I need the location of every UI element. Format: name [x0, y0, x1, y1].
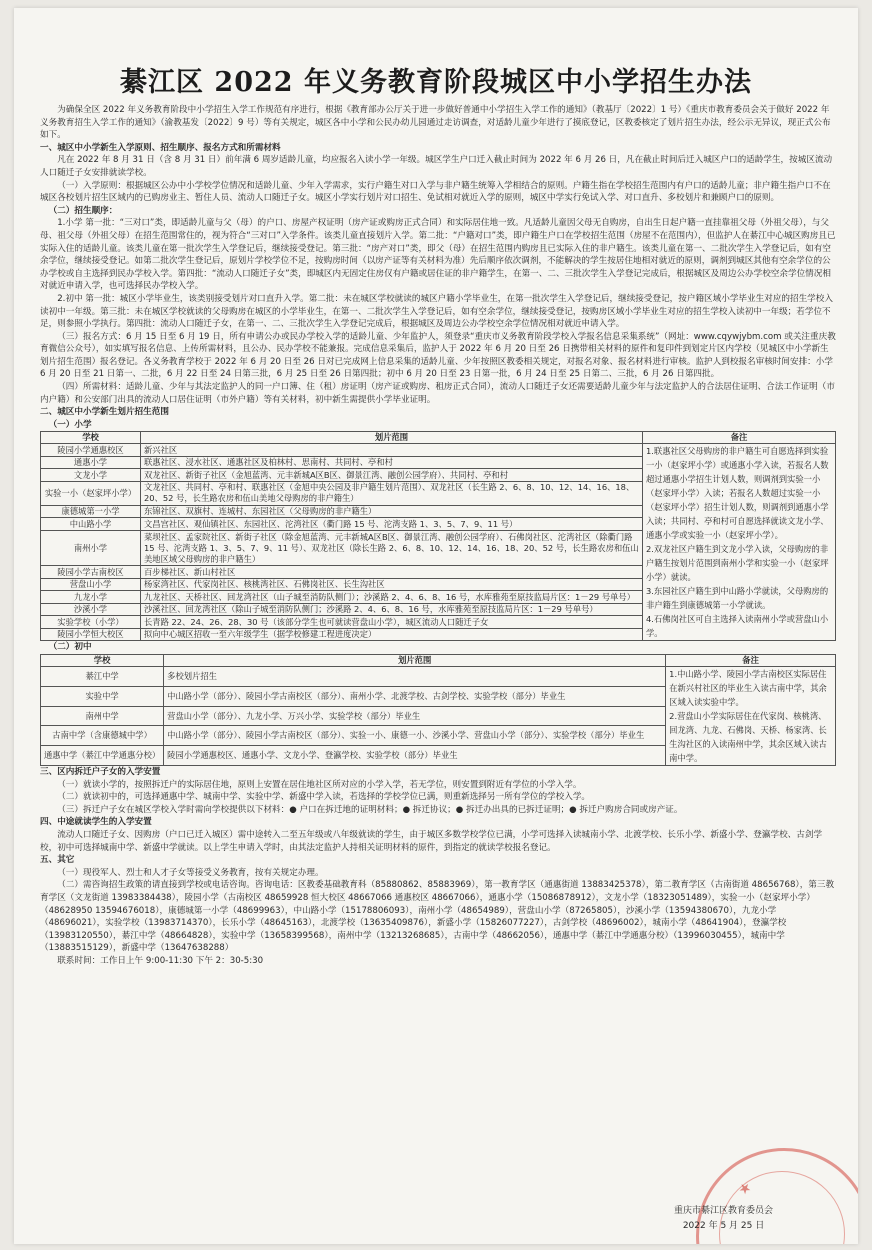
school-name-cell: 通惠中学（綦江中学通惠分校）: [41, 746, 164, 766]
primary-order-paragraph: 1.小学 第一批：“三对口”类，即适龄儿童与父（母）的户口、房屋产权证明（房产证或购房正式合同）和实际居住地一致。凡适龄儿童因父母无自购房，自出生日起户籍一直挂靠祖父母（外祖父母），与父母、祖父母（外祖父母）在招生范围常住的，视为符合“三对口”入学条件。该类儿童直接划片入学。第二批：“户籍对口”类，即户籍生户口在学校招生范围（房屋不在范围内），但监护人在綦江中心城区购房且已实际入住的适龄儿童。该类儿童在第一批次学生入学登记后，继续接受登记。第三批：“房产对口”类，即父（母）在招生范围内购房且已实际入住的非户籍生。该类儿童在第一、二批次学生入学登记后，如有空余学位，继续接受登记。如第二批次学生登记后，原划片学校学位不足，按购房时间（以房产证等有关材料为准）先后顺序依次调剂，不能解决的学生按居住地相对就近的原则，调剂到城区其他有空余学位的公办学校或自主选择到民办学校入学。第四批：“流动人口随迁子女”类，即城区内无固定住房仅有户籍或居住证的非户籍学生，在第一、二、三批次学生入学登记完成后，根据城区及周边公办学校空余学位情况相对就近申请入学，也可选择民办学校入学。: [40, 218, 836, 292]
zoning-range-cell: 多校划片招生: [164, 667, 666, 687]
relocation-item-3: （三）拆迁户子女在城区学校入学时需向学校提供以下材料：● 户口在拆迁地的证明材料；● 拆迁协议；● 拆迁办出具的已拆迁证明；● 拆迁户购房合同或房产证。: [57, 804, 683, 815]
admission-principle: （一）入学原则：根据城区公办中小学校学位情况和适龄儿童、少年入学需求，实行户籍生对口入学与非户籍生统筹入学相结合的原则。户籍生指在学校招生范围内有户口的适龄儿童；非户籍生指户口不在城区各校划片招生区域内的已购房业主、暂住人员、流动人口随迁子女。城区小学实行划片对口招生、免试相对就近入学的原则，城区中学实行免试入学、对口直升、多校划片和兼顾户口的原则。: [40, 180, 831, 204]
enrollment-order-heading: （二）招生顺序：: [48, 205, 118, 216]
school-name-cell: 营盘山小学: [41, 578, 141, 591]
section-5-heading: 五、其它: [40, 855, 75, 866]
zoning-range-cell: 长青路 22、24、26、28、30 号（该部分学生也可就读营盘山小学），城区流动人口随迁子女: [141, 616, 643, 629]
table-row: [41, 667, 836, 687]
school-name-cell: 中山路小学: [41, 518, 141, 531]
primary-notes-cell: [643, 444, 836, 641]
school-name-cell: 南州小学: [41, 530, 141, 565]
relocation-item-2: （二）就读初中的，可选择通惠中学、城南中学、实验中学、新盛中学入读，若选择的学校学位已满，则重新选择另一所有学位的学校入学。: [57, 792, 591, 803]
note-item: 4.石佛岗社区可自主选择入读南州小学或营盘山小学。: [646, 614, 829, 639]
column-header-school: 学校: [41, 655, 164, 667]
school-name-cell: 南州中学: [41, 706, 164, 726]
column-header-note: 备注: [643, 432, 836, 444]
table-row: [41, 444, 836, 457]
zoning-range-cell: 营盘山小学（部分）、九龙小学、万兴小学、实验学校（部分）毕业生: [164, 706, 666, 726]
required-materials-paragraph: （四）所需材料：适龄儿童、少年与其法定监护人的同一户口簿、住（租）房证明（房产证或购房、租房正式合同），流动人口随迁子女还需要适龄儿童少年与法定监护人的合法居住证明、合法工作证明（市内户籍）和公安部门出具的流动人口居住证明（市外户籍）等有关材料，初中新生需提供小学毕业证明。: [40, 382, 835, 405]
primary-table-label: （一）小学: [48, 419, 92, 430]
zoning-range-cell: 拟向中心城区招收一至六年级学生（据学校修建工程进度决定）: [141, 628, 643, 641]
middle-notes-cell: [666, 667, 836, 766]
middle-table-label: （二）初中: [48, 642, 92, 653]
school-name-cell: 綦江中学: [41, 667, 164, 687]
primary-school-zoning-table: [40, 431, 836, 641]
relocation-item-1: （一）就读小学的，按照拆迁户的实际居住地，原则上安置在居住地社区所对应的小学入学，若无学位，则安置到附近有学位的小学入学。: [57, 779, 582, 790]
issuer-name: 重庆市綦江区教育委员会: [674, 1206, 774, 1216]
section-1-heading: 一、城区中小学新生入学原则、招生顺序、报名方式和所需材料: [40, 142, 281, 153]
zoning-range-cell: 杨家湾社区、代家岗社区、核桃湾社区、石佛岗社区、长生沟社区: [141, 578, 643, 591]
column-header-range: 划片范围: [141, 432, 643, 444]
intro-paragraph: 为确保全区 2022 年义务教育阶段中小学招生入学工作规范有序进行，根据《教育部办公厅关于进一步做好普通中小学招生入学工作的通知》（教基厅〔2022〕1 号）《重庆市教育委员会关于做好 2022 年义务教育招生入学工作的通知》（渝教基发〔2022〕9 号）等有关规定，城区各中小学和公民办幼儿园通过走访调查，对适龄儿童少年进行了摸底登记，区教委核定了划片招生办法，经公示无异议，现正式公布如下。: [40, 105, 831, 141]
school-name-cell: 实验中学: [41, 686, 164, 706]
note-item: 2.营盘山小学实际居住在代家岗、核桃湾、回龙湾、九龙、石佛岗、天桥、杨家湾、长生沟社区的入读南州中学，其余区域入读古南中学。: [669, 711, 827, 764]
note-item: 1.中山路小学、陵园小学古南校区实际居住在新兴村社区的毕业生入读古南中学，其余区域入读实验中学。: [669, 669, 827, 708]
zoning-range-cell: 中山路小学（部分）、陵园小学古南校区（部分）、南州小学、北渡学校、古剑学校、实验学校（部分）毕业生: [164, 686, 666, 706]
section-3-heading: 三、区内拆迁户子女的入学安置: [40, 767, 161, 778]
zoning-range-cell: 文龙社区、共同村、亭和村、联惠社区（金旭中央公园及非户籍生划片范围）、双龙社区（长生路 2、6、8、10、12、14、16、18、20、52 号，长生路农房和伍山美地父母购房的非户籍生）: [141, 481, 643, 505]
note-item: 1.联惠社区父母购房的非户籍生可自愿选择到实验一小（赵家坪小学）或通惠小学入读，若报名人数超过通惠小学招生计划人数，则调剂到实验一小（赵家坪小学）入读；若报名人数超过实验一小（赵家坪小学）招生计划人数，则调剂到通惠小学入读；共同村、亭和村可自愿选择就读文龙小学、通惠小学或实验一小（赵家坪小学）。: [646, 446, 829, 541]
section-1-age-paragraph: 凡在 2022 年 8 月 31 日（含 8 月 31 日）前年满 6 周岁适龄儿童，均应报名入读小学一年级。城区学生户口迁入截止时间为 2022 年 6 月 26 日，凡在截止时间后迁入城区户口的适龄学生，按城区流动人口随迁子女安排就读学校。: [40, 155, 833, 178]
note-item: 2.双龙社区户籍生到文龙小学入读，父母购房的非户籍生按划片范围到南州小学和实验一小（赵家坪小学）就读。: [646, 544, 829, 583]
document-page: [14, 8, 858, 1244]
school-name-cell: 陵园小学古南校区: [41, 566, 141, 579]
zoning-range-cell: 联惠社区、浸水社区、通惠社区及柏林村、思南村、共同村、亭和村: [141, 456, 643, 469]
middle-school-zoning-table: [40, 654, 836, 766]
school-name-cell: 文龙小学: [41, 469, 141, 482]
page-title: 綦江区 2022 年义务教育阶段城区中小学招生办法: [120, 67, 752, 98]
zoning-range-cell: 中山路小学（部分）、陵园小学古南校区（部分）、实验一小、康德一小、沙溪小学、营盘山小学（部分）、实验学校（部分）毕业生: [164, 726, 666, 746]
school-name-cell: 九龙小学: [41, 591, 141, 604]
document-body: [40, 104, 836, 968]
zoning-range-cell: 沙溪社区、回龙湾社区（除山子城至消防队侧门；沙溪路 2、4、6、8、16 号，水库雅苑至原技监局片区：1－29 号单号）: [141, 603, 643, 616]
column-header-note: 备注: [666, 655, 836, 667]
zoning-range-cell: 双龙社区、新街子社区（金旭蓝湾、元丰新城A区B区、御景江湾、融创公园学府）、共同村、亭和村: [141, 469, 643, 482]
zoning-range-cell: 九龙社区、天桥社区、回龙湾社区（山子城至消防队侧门）；沙溪路 2、4、6、8、16 号，水库雅苑至原技监局片区：1－29 号单号）: [141, 591, 643, 604]
registration-method-paragraph: （三）报名方式：6 月 15 日至 6 月 19 日，所有申请公办或民办学校入学的适龄儿童、少年监护人，须登录“重庆市义务教育阶段学校入学报名信息采集系统”（网址：www.cqywjybm.com 或关注重庆教育微信公众号），如实填写报名信息、上传所需材料，且公办、民办学校不能兼报。完成信息采集后，监护人于 2022 年 6 月 20 日至 26 日携带相关材料的原件和复印件到划定片区内学校（见城区中小学新生划片招生范围）报名登记。各义务教育学校于 2022 年 6 月 20 日至 26 日对已完成网上信息采集的适龄儿童、少年按照区教委相关规定，对报名对象、报名材料进行审核。监护人到校报名审核时间安排：小学 6 月 20 日至 21 日第一、二批，6 月 22 日至 24 日第三批，6 月 25 日至 26 日第四批；初中 6 月 20 日至 23 日第一批，6 月 24 日至 25 日第二、三批，6 月 26 日第四批。: [40, 331, 836, 380]
consultation-phones: （二）需咨询招生政策的请直接到学校或电话咨询。咨询电话：区教委基础教育科（85880862、85883969），第一教育学区（通惠街道 13883425378），第二教育学区（古南街道 48656768），第三教育学区（文龙街道 13983384438），陵园小学（古南校区 48659928 恒大校区 48667066 通惠校区 48667066），通惠小学（15086878912），文龙小学（18323051489），实验一小（赵家坪小学）（48628950 13594676018），康德城第一小学（48699963），中山路小学（15178806093），南州小学（48654989），营盘山小学（87265805），沙溪小学（13594380670），九龙小学（48696021），实验学校（13983714370），长乐小学（48645163），北渡学校（13635409876），新盛小学（15826077227），古剑学校（48696002），城南小学（48641904），登瀛学校（13983120550），綦江中学（48664828），实验中学（13658399568），南州中学（13213268685），古南中学（48662056），通惠中学（綦江中学通惠分校）（13996030455），城南中学（13883515129），新盛中学（13647638288）: [40, 880, 835, 954]
seal-lettering: ★: [735, 1178, 756, 1200]
school-name-cell: 陵园小学通惠校区: [41, 444, 141, 457]
column-header-school: 学校: [41, 432, 141, 444]
zoning-range-cell: 东锦社区、双旗村、连城村、东园社区（父母购房的非户籍生）: [141, 505, 643, 518]
zoning-range-cell: 陵园小学通惠校区、通惠小学、文龙小学、登瀛学校、实验学校（部分）毕业生: [164, 746, 666, 766]
zoning-range-cell: 新兴社区: [141, 444, 643, 457]
school-name-cell: 实验一小（赵家坪小学）: [41, 481, 141, 505]
school-name-cell: 实验学校（小学）: [41, 616, 141, 629]
section-2-heading: 二、城区中小学新生划片招生范围: [40, 407, 169, 418]
school-name-cell: 康德城第一小学: [41, 505, 141, 518]
note-item: 3.东园社区户籍生到中山路小学就读，父母购房的非户籍生到康德城第一小学就读。: [646, 586, 829, 611]
middle-order-paragraph: 2.初中 第一批：城区小学毕业生，该类别接受划片对口直升入学。第二批：未在城区学校就读的城区户籍小学毕业生，在第一批次学生入学登记后，继续接受登记，按户籍区域小学毕业生对应的招生学校入读初中一年级。第三批：未在城区学校就读的父母购房在城区的小学毕业生，在第一、二批次学生入学登记后，如有空余学位，继续接受登记，按购房区域小学毕业生对应的招生学校入读初中一年级；若学位不足，则参照小学执行。第四批：流动人口随迁子女，在第一、二、三批次学生入学登记完成后，根据城区及周边公办学校空余学位情况相对就近申请入学。: [40, 293, 833, 330]
transfer-paragraph: 流动人口随迁子女、因购房（户口已迁入城区）需中途转入二至五年级或八年级就读的学生，由于城区多数学校学位已满，小学可选择入读城南小学、北渡学校、长乐小学、新盛小学、登瀛学校、古剑学校，初中可选择城南中学、新盛中学就读。以上学生申请入学时，由其法定监护人持相关证明材料的原件，到指定的就读学校报名登记。: [40, 830, 823, 853]
school-name-cell: 古南中学（含康德城中学）: [41, 726, 164, 746]
other-item-1: （一）现役军人、烈士和人才子女等接受义务教育，按有关规定办理。: [57, 867, 324, 878]
column-header-range: 划片范围: [164, 655, 666, 667]
school-name-cell: 陵园小学恒大校区: [41, 628, 141, 641]
section-4-heading: 四、中途就读学生的入学安置: [40, 817, 152, 828]
contact-hours: 联系时间：工作日上午 9:00-11:30 下午 2：30-5:30: [57, 955, 264, 966]
issuer-block: [674, 1204, 773, 1234]
zoning-range-cell: 菜坝社区、孟家院社区、新街子社区（除金旭蓝湾、元丰新城A区B区、御景江湾、融创公园学府）、石佛岗社区、沱湾社区（除衢门路 15 号、沱湾支路 1、3、5、7、9、11 号）、双龙社区（除长生路 2、6、8、10、12、14、16、18、20、52 号，长生路农房和伍山美地区域父母购房的非户籍生）: [141, 530, 643, 565]
zoning-range-cell: 文昌宫社区、观仙镇社区、东园社区、沱湾社区（衢门路 15 号、沱湾支路 1、3、5、7、9、11 号）: [141, 518, 643, 531]
issue-date: 2022 年 5 月 25 日: [682, 1221, 765, 1231]
school-name-cell: 沙溪小学: [41, 603, 141, 616]
zoning-range-cell: 百步梯社区、新山村社区: [141, 566, 643, 579]
school-name-cell: 通惠小学: [41, 456, 141, 469]
